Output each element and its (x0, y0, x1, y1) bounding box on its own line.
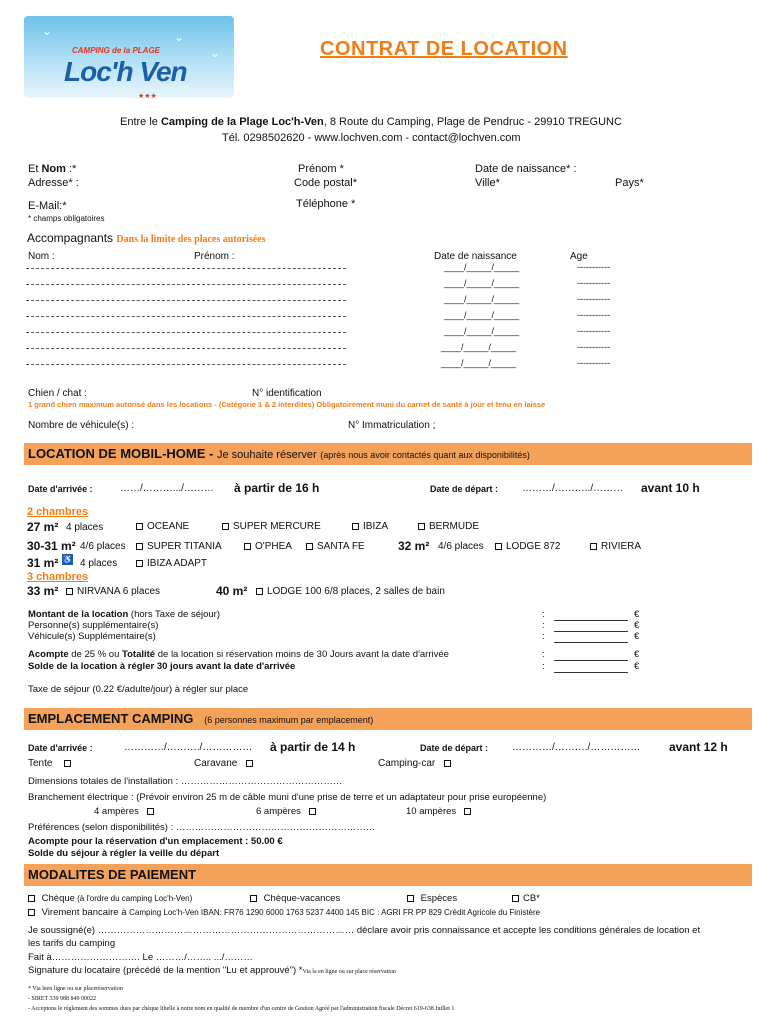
pays-label: Pays* (615, 177, 644, 189)
checkbox[interactable] (136, 523, 143, 530)
montant-label: Montant de la location (hors Taxe de séjour) (28, 609, 220, 620)
checkbox[interactable] (136, 560, 143, 567)
checkbox[interactable] (66, 588, 73, 595)
checkbox[interactable] (147, 808, 154, 815)
page-title: CONTRAT DE LOCATION (320, 38, 568, 60)
amount-colon: : (542, 631, 545, 642)
vehicules-supp-label: Véhicule(s) Supplémentaire(s) (28, 631, 156, 642)
companion-birthdate-field[interactable]: ____/_____/_____ (444, 326, 520, 336)
size-31: 31 m² (27, 556, 59, 570)
checkbox[interactable] (590, 543, 597, 550)
nom-label: Et Nom :* (28, 163, 77, 175)
amount-field[interactable] (554, 660, 628, 661)
companion-age-field[interactable]: ----------- (577, 294, 610, 304)
option-bermude[interactable]: BERMUDE (418, 521, 479, 532)
camp-depart-field[interactable]: …………/………./…………… (512, 742, 641, 753)
ville-label: Ville* (475, 177, 500, 189)
companion-birthdate-field[interactable]: ____/_____/_____ (444, 262, 520, 272)
acompte-label: Acompte de 25 % ou Totalité de la location si réservation moins de 30 Jours avant la date d'arrivée (28, 649, 449, 660)
size-3031: 30-31 m² (27, 539, 76, 553)
option-santa-fe[interactable]: SANTA FE (306, 541, 365, 552)
option-10-amperes[interactable]: 10 ampères (406, 806, 475, 817)
campsite-logo (24, 16, 234, 98)
checkbox[interactable] (407, 895, 414, 902)
euro-sign: € (634, 609, 640, 620)
bird-icon: ⌄ (210, 46, 221, 60)
size-27: 27 m² (27, 520, 59, 534)
companion-birthdate-field[interactable]: ____/_____/_____ (444, 278, 520, 288)
size-40: 40 m² (216, 584, 248, 598)
col-nom: Nom : (28, 251, 55, 262)
euro-sign: € (634, 649, 640, 660)
identification-label: N° identification (252, 388, 322, 399)
accompagnants-heading: Accompagnants Dans la limite des places autorisées (27, 231, 266, 245)
option-4-amperes[interactable]: 4 ampères (94, 806, 158, 817)
option-oceane[interactable]: OCEANE (136, 521, 189, 532)
email-label: E-Mail:* (28, 200, 67, 212)
companion-age-field[interactable]: ----------- (577, 358, 610, 368)
option-super-mercure[interactable]: SUPER MERCURE (222, 521, 321, 532)
option-lodge-100[interactable]: LODGE 100 6/8 places, 2 salles de bain (256, 586, 445, 597)
companion-age-field[interactable]: ----------- (577, 262, 610, 272)
logo-subtitle: CAMPING de la PLAGE (72, 46, 161, 55)
mobilhome-section-bar (24, 443, 752, 465)
checkbox[interactable] (306, 543, 313, 550)
companion-birthdate-field[interactable]: ____/_____/_____ (444, 310, 520, 320)
checkbox[interactable] (222, 523, 229, 530)
camp-acompte: Acompte pour la réservation d'un emplacement : 50.00 € (28, 836, 283, 847)
dimensions-field[interactable]: Dimensions totales de l'installation : …………………………………………… (28, 776, 343, 787)
companion-birthdate-field[interactable]: ____/_____/_____ (441, 342, 517, 352)
option-6-amperes[interactable]: 6 ampères (256, 806, 320, 817)
checkbox[interactable] (64, 760, 71, 767)
companion-name-line[interactable] (26, 284, 346, 285)
branchement-label: Branchement électrique : (Prévoir environ 25 m de câble muni d'une prise de terre et un adaptateur pour prise européenne) (28, 792, 547, 803)
checkbox[interactable] (256, 588, 263, 595)
amount-field[interactable] (554, 672, 628, 673)
camping-heading: EMPLACEMENT CAMPING (6 personnes maximum par emplacement) (28, 711, 374, 726)
mh-depart-label: Date de départ : (430, 484, 499, 494)
companion-birthdate-field[interactable]: ____/_____/_____ (444, 294, 520, 304)
option-nirvana[interactable]: NIRVANA 6 places (66, 586, 160, 597)
companion-name-line[interactable] (26, 316, 346, 317)
fait-a-field[interactable]: Fait à………………………. Le ………/…….. .../……… (28, 952, 253, 963)
companion-name-line[interactable] (26, 268, 346, 269)
bird-icon: ⌄ (174, 30, 185, 44)
places-46-b: 4/6 places (438, 541, 484, 552)
declaration-line1[interactable]: Je soussigné(e) ……………………………………………………………………… déclare avoir pris connaissance et accepte les conditions générales de location et (28, 925, 701, 936)
taxe-sejour: Taxe de séjour (0.22 €/adulte/jour) à régler sur place (28, 684, 249, 695)
option-virement[interactable]: Virement bancaire à Camping Loc'h-Ven IBAN: FR76 1290 6000 1763 5237 4400 145 BIC : AGRI FR PP 829 Crédit Agricole du Finistère (28, 907, 540, 918)
checkbox[interactable] (250, 895, 257, 902)
checkbox[interactable] (28, 895, 35, 902)
places-4: 4 places (66, 522, 104, 533)
adresse-label: Adresse* : (28, 177, 79, 189)
option-ibiza-adapt[interactable]: IBIZA ADAPT (136, 558, 207, 569)
camp-arrivee-label: Date d'arrivée : (28, 743, 93, 753)
camp-solde: Solde du séjour à régler la veille du départ (28, 848, 220, 859)
euro-sign: € (634, 620, 640, 631)
preferences-field[interactable]: Préférences (selon disponibilités) : ……………………………………………………… (28, 822, 376, 833)
dog-warning: 1 grand chien maximum autorisé dans les locations - (Catégorie 1 & 2 interdites) Obligatoirement muni du carnet de santé à jour et tenu en laisse (28, 400, 546, 409)
declaration-line2: les tarifs du camping (28, 938, 116, 949)
paiement-heading: MODALITES DE PAIEMENT (28, 867, 197, 882)
amount-colon: : (542, 649, 545, 660)
checkbox[interactable] (246, 760, 253, 767)
amount-colon: : (542, 620, 545, 631)
companion-age-field[interactable]: ----------- (577, 326, 610, 336)
option-tente[interactable]: Tente (28, 758, 75, 769)
checkbox[interactable] (352, 523, 359, 530)
naissance-label: Date de naissance* : (475, 163, 577, 175)
paiement-section-bar (24, 864, 752, 886)
camping-section-bar (24, 708, 752, 730)
amount-field[interactable] (554, 631, 628, 632)
three-bedrooms-heading: 3 chambres (27, 571, 89, 583)
chien-label: Chien / chat : (28, 388, 87, 399)
amount-colon: : (542, 661, 545, 672)
option-cb[interactable]: CB* (512, 893, 540, 904)
camp-contact: Tél. 0298502620 - www.lochven.com - contact@lochven.com (222, 132, 521, 144)
option-especes[interactable]: Espèces (407, 893, 457, 904)
footer-note-3: - Acceptons le règlement des sommes dues par chèque libellé à notre nom en qualité de membre d'un centre de Gestion Agréé par l'administration fiscale Décret 619-638 Juillet 1 (28, 1006, 455, 1012)
option-super-titania[interactable]: SUPER TITANIA (136, 541, 222, 552)
option-lodge-872[interactable]: LODGE 872 (495, 541, 560, 552)
personnes-label: Personne(s) supplémentaire(s) (28, 620, 159, 631)
companion-name-line[interactable] (26, 300, 346, 301)
companion-age-field[interactable]: ----------- (577, 310, 610, 320)
checkbox[interactable] (444, 760, 451, 767)
wheelchair-icon: ♿ (62, 555, 73, 565)
checkbox[interactable] (495, 543, 502, 550)
places-4-b: 4 places (80, 558, 118, 569)
amount-field[interactable] (554, 642, 628, 643)
col-age: Age (570, 251, 588, 262)
prenom-label: Prénom * (298, 163, 344, 175)
checkbox[interactable] (28, 909, 35, 916)
col-naissance: Date de naissance (434, 251, 517, 262)
camp-departure-time: avant 12 h (669, 740, 728, 754)
companion-name-line[interactable] (26, 332, 346, 333)
checkbox[interactable] (464, 808, 471, 815)
signature-label: Signature du locataire (précédé de la mention "Lu et approuvé") *Via la en ligne ou sur place réservation (28, 965, 396, 976)
telephone-label: Téléphone * (296, 198, 356, 210)
checkbox[interactable] (244, 543, 251, 550)
logo-stars: ★★★ (138, 93, 157, 98)
companion-age-field[interactable]: ----------- (577, 278, 610, 288)
companion-name-line[interactable] (26, 348, 346, 349)
logo-name: Loc'h Ven (64, 56, 187, 87)
checkbox[interactable] (418, 523, 425, 530)
amount-colon: : (542, 609, 545, 620)
bird-icon: ⌄ (42, 24, 53, 38)
amount-field[interactable] (554, 620, 628, 621)
footer-siret: - SIRET 339 988 849 00022 (28, 996, 97, 1002)
camp-depart-label: Date de départ : (420, 743, 489, 753)
option-riviera[interactable]: RIVIERA (590, 541, 641, 552)
mobilhome-heading: LOCATION DE MOBIL-HOME - Je souhaite réserver (après nous avoir contactés quant aux disponibilités) (28, 446, 530, 461)
checkbox[interactable] (512, 895, 519, 902)
mh-departure-time: avant 10 h (641, 481, 700, 495)
euro-sign: € (634, 631, 640, 642)
checkbox[interactable] (136, 543, 143, 550)
option-ibiza[interactable]: IBIZA (352, 521, 388, 532)
vehicules-label: Nombre de véhicule(s) : (28, 420, 135, 431)
camp-address: Entre le Camping de la Plage Loc'h-Ven, 8 Route du Camping, Plage de Pendruc - 29910 TREGUNC (120, 116, 622, 128)
col-prenom: Prénom : (194, 251, 235, 262)
mh-arrivee-label: Date d'arrivée : (28, 484, 93, 494)
places-46: 4/6 places (80, 541, 126, 552)
option-caravane[interactable]: Caravane (194, 758, 257, 769)
option-camping-car[interactable]: Camping-car (378, 758, 455, 769)
camp-arrival-time: à partir de 14 h (270, 740, 356, 754)
footer-note-1: * Via leen ligne ou sur placeréservation (28, 986, 123, 992)
companion-name-line[interactable] (26, 364, 346, 365)
option-cheque-vacances[interactable]: Chèque-vacances (250, 893, 340, 904)
required-note: * champs obligatoires (28, 214, 105, 223)
mh-arrival-time: à partir de 16 h (234, 481, 320, 495)
checkbox[interactable] (309, 808, 316, 815)
companion-age-field[interactable]: ----------- (577, 342, 610, 352)
companion-birthdate-field[interactable]: ____/_____/_____ (441, 358, 517, 368)
solde-label: Solde de la location à régler 30 jours avant la date d'arrivée (28, 661, 296, 672)
option-ophea[interactable]: O'PHEA (244, 541, 292, 552)
size-32: 32 m² (398, 539, 430, 553)
mh-depart-field[interactable]: ………/………../……… (522, 483, 624, 494)
option-cheque[interactable]: Chèque (à l'ordre du camping Loc'h-Ven) (28, 893, 192, 904)
two-bedrooms-heading: 2 chambres (27, 506, 89, 518)
mh-arrivee-field[interactable]: ……/……….../……… (120, 483, 214, 494)
size-33: 33 m² (27, 584, 59, 598)
euro-sign: € (634, 661, 640, 672)
immatriculation-label: N° Immatriculation ; (348, 420, 436, 431)
code-postal-label: Code postal* (294, 177, 357, 189)
camp-arrivee-field[interactable]: …………/………./…………… (124, 742, 253, 753)
